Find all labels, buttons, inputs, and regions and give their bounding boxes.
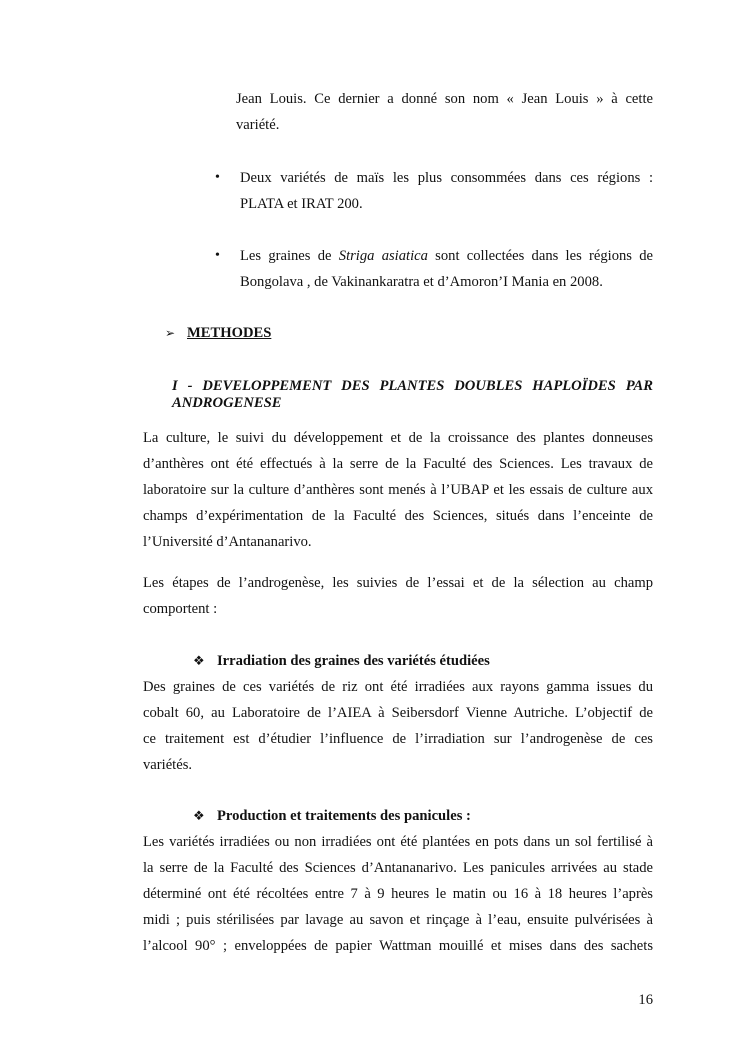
- subheading-irradiation-text: Irradiation des graines des variétés étudiées: [217, 653, 490, 669]
- methodes-heading: [165, 320, 271, 346]
- diamond-bullet-icon: ❖: [193, 653, 205, 668]
- arrow-bullet-icon: ➢: [165, 326, 176, 340]
- bullet-dot-icon: •: [215, 248, 220, 263]
- section-title-line-2: ANDROGENESE: [172, 395, 282, 411]
- paragraph-line: laboratoire sur la culture d’anthères sont menés à l’UBAP et les essais de culture aux: [143, 482, 653, 498]
- paragraph-etapes: [143, 570, 653, 622]
- methodes-label: METHODES: [187, 325, 272, 341]
- paragraph-line: cobalt 60, au Laboratoire de l’AIEA à Seibersdorf Vienne Autriche. L’objectif de: [143, 705, 653, 721]
- intro-line-1: Jean Louis. Ce dernier a donné son nom « Jean Louis » à cette: [236, 91, 653, 107]
- intro-paragraph: [236, 86, 653, 138]
- page-number: 16: [638, 992, 653, 1008]
- subheading-panicules: [193, 805, 471, 827]
- paragraph-line: l’Université d’Antananarivo.: [143, 534, 312, 550]
- bullet-2-text-post: sont collectées dans les régions de: [427, 248, 654, 264]
- paragraph-line: variétés.: [143, 757, 193, 773]
- paragraph-line: comportent :: [143, 601, 218, 617]
- bullet-item-mais: [240, 165, 653, 217]
- paragraph-line: la serre de la Faculté des Sciences d’Antananarivo. Les panicules arrivées au stade: [143, 860, 653, 876]
- section-title: [172, 378, 653, 412]
- bullet-2-line-1: [240, 243, 653, 269]
- paragraph-line: l’alcool 90° ; enveloppées de papier Wattman mouillé et mises dans des sachets: [143, 938, 653, 954]
- bullet-2-text-pre: Les graines de: [240, 248, 339, 264]
- subheading-panicules-text: Production et traitements des panicules :: [217, 808, 471, 824]
- paragraph-line: La culture, le suivi du développement et de la croissance des plantes donneuses: [143, 430, 653, 446]
- paragraph-line: Les variétés irradiées ou non irradiées ont été plantées en pots dans un sol fertilisé à: [143, 834, 653, 850]
- bullet-1-line-1: Deux variétés de maïs les plus consommées dans ces régions :: [240, 170, 653, 186]
- subheading-irradiation: [193, 650, 490, 672]
- paragraph-line: champs d’expérimentation de la Faculté des Sciences, situés dans l’enceinte de: [143, 508, 653, 524]
- bullet-dot-icon: •: [215, 170, 220, 185]
- paragraph-line: déterminé ont été récoltées entre 7 à 9 heures le matin ou 16 à 18 heures l’après: [143, 886, 653, 902]
- bullet-2-line-2: Bongolava , de Vakinankaratra et d’Amoron’I Mania en 2008.: [240, 274, 603, 290]
- diamond-bullet-icon: ❖: [193, 808, 205, 823]
- paragraph-line: d’anthères ont été effectués à la serre de la Faculté des Sciences. Les travaux de: [143, 456, 653, 472]
- paragraph-line: Des graines de ces variétés de riz ont été irradiées aux rayons gamma issues du: [143, 679, 653, 695]
- paragraph-culture: [143, 425, 653, 555]
- section-title-line-1: I - DEVELOPPEMENT DES PLANTES DOUBLES HAPLOÏDES PAR: [172, 378, 653, 394]
- paragraph-line: Les étapes de l’androgenèse, les suivies de l’essai et de la sélection au champ: [143, 575, 653, 591]
- paragraph-line: ce traitement est d’étudier l’influence de l’irradiation sur l’androgenèse de ces: [143, 731, 653, 747]
- paragraph-irradiation: [143, 674, 653, 778]
- paragraph-line: midi ; puis stérilisées par lavage au savon et rinçage à l’eau, ensuite pulvérisées à: [143, 912, 653, 928]
- paragraph-panicules: [143, 829, 653, 959]
- intro-line-2: variété.: [236, 117, 280, 133]
- bullet-item-striga: [240, 243, 653, 295]
- bullet-1-line-2: PLATA et IRAT 200.: [240, 196, 363, 212]
- species-name: Striga asiatica: [338, 248, 428, 264]
